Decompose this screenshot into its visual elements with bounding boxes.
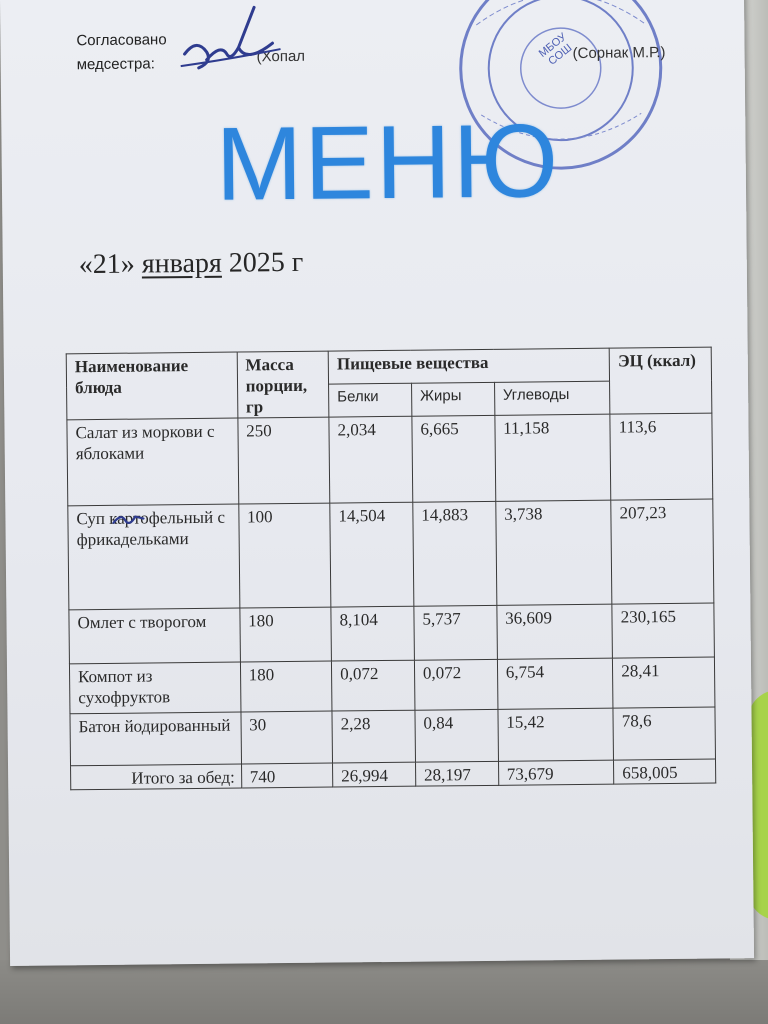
page-title: МЕНЮ: [215, 103, 561, 223]
dish-carbs: 36,609: [497, 604, 613, 659]
header-energy: ЭЦ (ккал): [609, 347, 711, 414]
background-floor: [0, 960, 768, 1024]
approval-line2: медсестра:: [76, 55, 155, 74]
dish-mass: 180: [240, 607, 332, 662]
menu-date: [79, 247, 304, 281]
director-name: (Сорнак М.Р.): [572, 44, 666, 63]
dish-carbs: 15,42: [498, 708, 614, 761]
table-header-row: [66, 347, 711, 387]
dish-mass: 100: [238, 503, 331, 608]
dish-fats: 0,84: [415, 709, 498, 762]
approval-line1: Согласовано: [76, 31, 167, 50]
header-proteins: Белки: [329, 383, 412, 417]
dish-mass: 180: [240, 661, 332, 712]
header-carbs: Углеводы: [494, 381, 610, 415]
dish-proteins: 8,104: [331, 606, 414, 661]
total-carbs: 73,679: [498, 760, 614, 785]
stamp-text: МБОУ СОШ: [536, 30, 575, 68]
dish-proteins: 2,28: [332, 710, 415, 763]
dish-proteins: 0,072: [332, 660, 415, 711]
dish-fats: 0,072: [414, 659, 497, 710]
dish-energy: 78,6: [613, 707, 715, 760]
dish-carbs: 11,158: [495, 414, 611, 501]
total-proteins: 26,994: [333, 762, 416, 787]
dish-energy: 28,41: [613, 657, 715, 708]
dish-name: Батон йодированный: [70, 712, 241, 766]
date-year: 2025 г: [228, 246, 304, 279]
nurse-name: (Хопал: [256, 47, 306, 66]
total-energy: 658,005: [614, 759, 716, 784]
total-mass: 740: [241, 763, 333, 788]
header-mass: Масса порции, гр: [237, 351, 329, 418]
table-row: [68, 499, 714, 610]
dish-proteins: 2,034: [329, 416, 413, 503]
pen-correction-icon: [111, 511, 145, 529]
dish-fats: 14,883: [413, 501, 497, 606]
header-nutrients: Пищевые вещества: [328, 348, 609, 384]
dish-mass: 30: [241, 711, 333, 764]
dish-fats: 5,737: [414, 605, 497, 660]
table-row: [69, 603, 715, 664]
approval-block: [76, 28, 167, 77]
header-name: Наименование блюда: [66, 352, 237, 420]
signature-icon: [176, 3, 287, 80]
dish-name: Омлет с творогом: [69, 608, 240, 664]
dish-name: Компот из сухофруктов: [69, 662, 240, 714]
header-fats: Жиры: [411, 382, 494, 416]
dish-carbs: 3,738: [496, 500, 613, 605]
table-row: [69, 657, 714, 714]
dish-carbs: 6,754: [497, 658, 613, 709]
dish-energy: 113,6: [610, 413, 713, 500]
table-row: [70, 707, 716, 766]
dish-energy: 207,23: [611, 499, 714, 604]
table-row: [67, 413, 713, 506]
total-label: Итого за обед:: [71, 764, 242, 790]
dish-proteins: 14,504: [330, 502, 414, 607]
menu-table: [66, 347, 717, 791]
dish-mass: 250: [238, 417, 330, 504]
date-day: «21»: [78, 248, 135, 281]
dish-name: Салат из моркови с яблоками: [67, 418, 239, 506]
date-month: января: [141, 247, 222, 280]
total-fats: 28,197: [415, 761, 498, 786]
dish-energy: 230,165: [612, 603, 714, 658]
dish-fats: 6,665: [412, 415, 496, 502]
dish-name: Суп картофельный с фрикадельками: [68, 504, 240, 610]
